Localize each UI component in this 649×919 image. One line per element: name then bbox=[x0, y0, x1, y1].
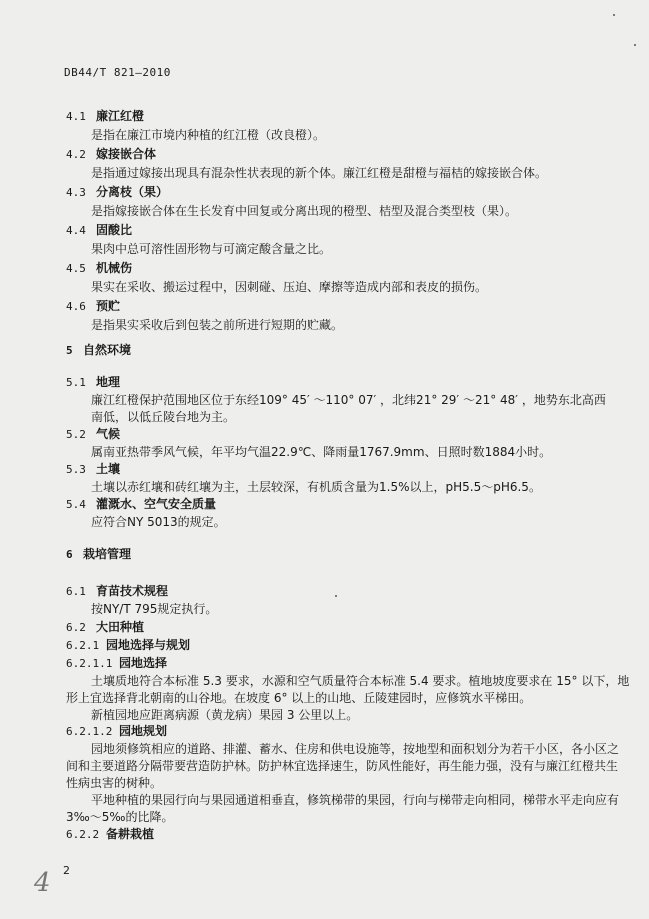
section-title: 栽培管理 bbox=[83, 547, 132, 561]
term-definition: 果肉中总可溶性固形物与可滴定酸含量之比。 bbox=[91, 242, 332, 256]
clause-title: 地理 bbox=[96, 375, 121, 389]
clause-number: 6.2.1 bbox=[66, 639, 100, 652]
body-line: 3‰～5‰的比降。 bbox=[66, 810, 174, 824]
body-line: 南低，以低丘陵台地为主。 bbox=[91, 410, 236, 424]
term-definition: 是指果实采收后到包装之前所进行短期的贮藏。 bbox=[91, 318, 344, 332]
clause-number: 4.2 bbox=[66, 148, 86, 161]
body-line: 性病虫害的树种。 bbox=[66, 776, 163, 790]
clause-number: 4.1 bbox=[66, 110, 86, 123]
section-number: 6 bbox=[66, 548, 73, 561]
clause-number: 6.2.2 bbox=[66, 828, 100, 841]
page-number: 2 bbox=[63, 864, 70, 877]
clause-title: 园地选择与规划 bbox=[106, 638, 191, 652]
term-title: 预贮 bbox=[96, 299, 121, 313]
body-line: 园地须修筑相应的道路、排灌、蓄水、住房和供电设施等，按地型和面积划分为若干小区，各小区之 bbox=[91, 742, 620, 756]
body-line: 平地种植的果园行向与果园通道相垂直，修筑梯带的果园，行向与梯带走向相同，梯带水平走向应有 bbox=[91, 793, 620, 807]
clause-number: 6.2 bbox=[66, 621, 86, 634]
clause-number: 6.1 bbox=[66, 585, 86, 598]
clause-title: 土壤 bbox=[96, 462, 121, 476]
clause-number: 6.2.1.1 bbox=[66, 657, 113, 670]
clause-number: 5.1 bbox=[66, 376, 86, 389]
term-title: 嫁接嵌合体 bbox=[96, 147, 157, 161]
body-line: 土壤质地符合本标准 5.3 要求，水源和空气质量符合本标准 5.4 要求。植地坡度要求在 15° 以下，地 bbox=[91, 674, 630, 688]
body-line: 应符合NY 5013的规定。 bbox=[91, 515, 226, 529]
clause-title: 备耕栽植 bbox=[106, 827, 155, 841]
clause-number: 4.4 bbox=[66, 224, 86, 237]
clause-title: 灌溉水、空气安全质量 bbox=[96, 497, 217, 511]
term-title: 分离枝（果） bbox=[96, 185, 169, 199]
body-line: 廉江红橙保护范围地区位于东经109° 45′ ～110° 07′ ，北纬21° 29′ ～21° 48′ ，地势东北高西 bbox=[91, 393, 606, 407]
term-definition: 是指嫁接嵌合体在生长发育中回复或分离出现的橙型、桔型及混合类型枝（果）。 bbox=[91, 204, 518, 218]
term-definition: 是指通过嫁接出现具有混杂性状表现的新个体。廉江红橙是甜橙与福桔的嫁接嵌合体。 bbox=[91, 166, 548, 180]
scan-speck bbox=[335, 595, 337, 597]
term-title: 机械伤 bbox=[96, 261, 133, 275]
term-definition: 果实在采收、搬运过程中，因刺碰、压迫、摩擦等造成内部和表皮的损伤。 bbox=[91, 280, 488, 294]
handwritten-mark: 4 bbox=[34, 868, 51, 898]
body-line: 间和主要道路分隔带要营造防护林。防护林宜选择速生，防风性能好，再生能力强，没有与廉江红橙共生 bbox=[66, 759, 619, 773]
clause-title: 气候 bbox=[96, 427, 121, 441]
scan-speck bbox=[613, 14, 615, 16]
term-title: 廉江红橙 bbox=[96, 109, 145, 123]
clause-number: 4.5 bbox=[66, 262, 86, 275]
body-line: 按NY/T 795规定执行。 bbox=[91, 602, 218, 616]
body-line: 属南亚热带季风气候，年平均气温22.9℃、降雨量1767.9mm、日照时数1884小时。 bbox=[91, 445, 552, 459]
clause-number: 4.6 bbox=[66, 300, 86, 313]
clause-title: 园地规划 bbox=[119, 724, 168, 738]
clause-number: 5.2 bbox=[66, 428, 86, 441]
clause-number: 5.4 bbox=[66, 498, 86, 511]
section-number: 5 bbox=[66, 344, 73, 357]
body-line: 形上宜选择背北朝南的山谷地。在坡度 6° 以上的山地、丘陵建园时，应修筑水平梯田。 bbox=[66, 691, 532, 705]
scan-speck bbox=[634, 44, 636, 46]
clause-title: 大田种植 bbox=[96, 620, 145, 634]
body-line: 新植园地应距离病源（黄龙病）果园 3 公里以上。 bbox=[91, 708, 359, 722]
term-definition: 是指在廉江市境内种植的红江橙（改良橙）。 bbox=[91, 128, 326, 142]
section-title: 自然环境 bbox=[83, 343, 132, 357]
clause-title: 育苗技术规程 bbox=[96, 584, 169, 598]
clause-number: 6.2.1.2 bbox=[66, 725, 113, 738]
term-title: 固酸比 bbox=[96, 223, 133, 237]
clause-title: 园地选择 bbox=[119, 656, 168, 670]
clause-number: 4.3 bbox=[66, 186, 86, 199]
body-line: 土壤以赤红壤和砖红壤为主，土层较深，有机质含量为1.5%以上，pH5.5～pH6.5。 bbox=[91, 480, 541, 494]
document-code: DB44/T 821—2010 bbox=[64, 66, 171, 79]
clause-number: 5.3 bbox=[66, 463, 86, 476]
